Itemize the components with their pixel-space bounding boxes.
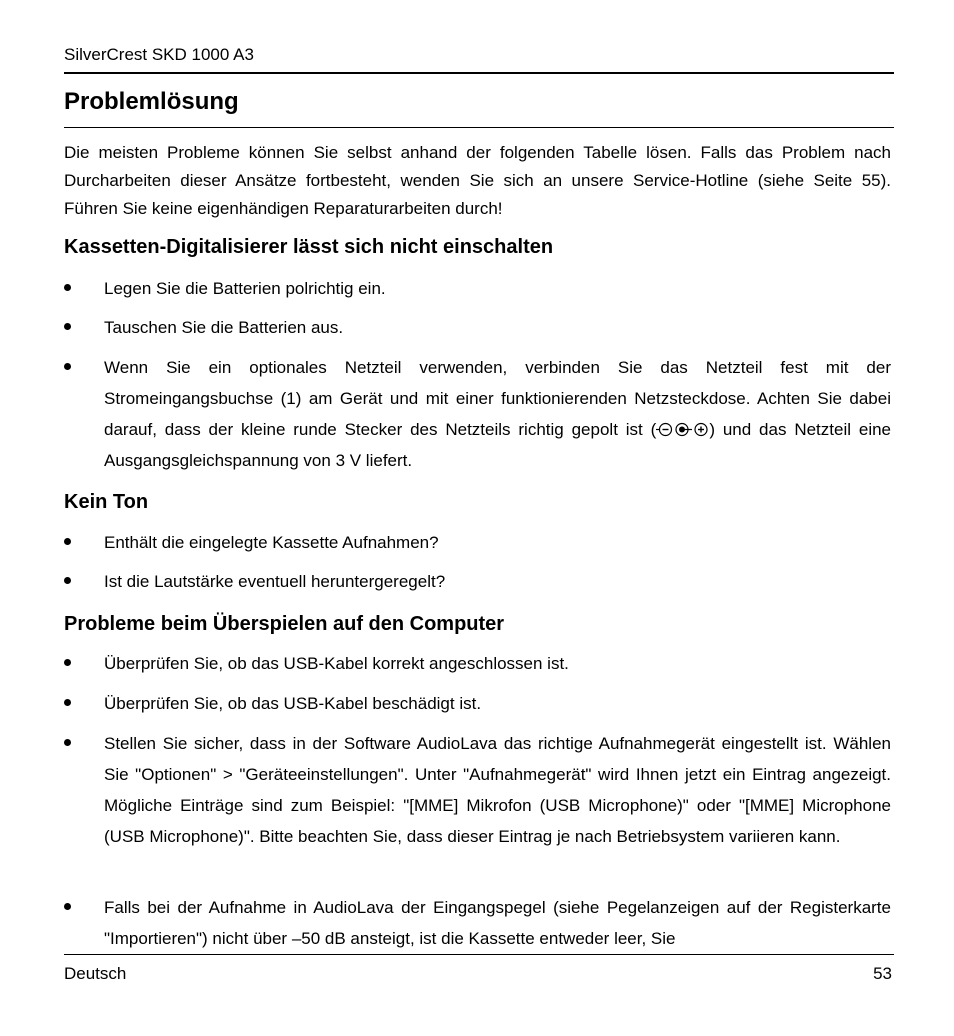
bullet-icon <box>64 903 71 910</box>
list-item-text <box>104 352 891 476</box>
section-heading-power: Kassetten-Digitalisierer lässt sich nicht einschalten <box>64 236 554 258</box>
section-heading-no-sound: Kein Ton <box>64 491 149 513</box>
list-item <box>64 566 891 597</box>
list-item-text: Legen Sie die Batterien polrichtig ein. <box>104 279 386 298</box>
list-item-text-part: ) und das Netzteil eine Ausgangsgleichspannung von 3 V liefert. <box>104 420 892 470</box>
bullet-icon <box>64 577 71 584</box>
list-item-text: Enthält die eingelegte Kassette Aufnahmen? <box>104 533 439 552</box>
list-item-text: Überprüfen Sie, ob das USB-Kabel beschädigt ist. <box>104 694 482 713</box>
list-item-text: Stellen Sie sicher, dass in der Software AudioLava das richtige Aufnahmegerät eingestellt ist. Wählen Sie "Optionen" > "Geräteeinstellungen". Unter "Aufnahmegerät" wird Ihnen jetzt ein Eintrag angezeigt. Mögliche Einträge sind zum Beispiel: "[MME] Mikrofon (USB Microphone)" oder "[MME] Microphone (USB Microphone)". Bitte beachten Sie, dass dieser Eintrag je nach Betriebsystem variieren kann. <box>104 734 891 846</box>
list-item <box>64 527 891 558</box>
polarity-symbol-icon <box>656 422 709 437</box>
list-item <box>64 352 891 476</box>
page-number: 53 <box>873 964 892 983</box>
intro-paragraph: Die meisten Probleme können Sie selbst anhand der folgenden Tabelle lösen. Falls das Problem nach Durcharbeiten dieser Ansätze fortbesteht, wenden Sie sich an unsere Service-Hotline (siehe Seite 55). Führen Sie keine eigenhändigen Reparaturarbeiten durch! <box>64 143 891 218</box>
section-heading-transfer: Probleme beim Überspielen auf den Computer <box>64 613 505 635</box>
bullet-icon <box>64 538 71 545</box>
bullet-icon <box>64 323 71 330</box>
list-item <box>64 312 891 343</box>
list-item <box>64 892 891 954</box>
footer-language: Deutsch <box>64 964 127 983</box>
footer-rule <box>64 954 894 955</box>
title-rule <box>64 127 894 128</box>
list-item-text: Falls bei der Aufnahme in AudioLava der Eingangspegel (siehe Pegelanzeigen auf der Registerkarte "Importieren") nicht über –50 dB ansteigt, ist die Kassette entweder leer, Sie <box>104 898 891 948</box>
list-item <box>64 273 891 304</box>
page-header: SilverCrest SKD 1000 A3 <box>64 45 254 64</box>
bullet-icon <box>64 699 71 706</box>
page-title: Problemlösung <box>64 88 239 115</box>
bullet-icon <box>64 363 71 370</box>
bullet-icon <box>64 739 71 746</box>
list-item-text: Ist die Lautstärke eventuell heruntergeregelt? <box>104 572 446 591</box>
list-item-text: Tauschen Sie die Batterien aus. <box>104 318 344 337</box>
bullet-icon <box>64 284 71 291</box>
list-item <box>64 688 891 719</box>
list-item <box>64 648 891 679</box>
bullet-icon <box>64 659 71 666</box>
list-item-text: Überprüfen Sie, ob das USB-Kabel korrekt angeschlossen ist. <box>104 654 569 673</box>
list-item-text-part: Wenn Sie ein optionales Netzteil verwenden, verbinden Sie das Netzteil fest mit der Stromeingangsbuchse (1) am Gerät und mit einer funktionierenden Netzsteckdose. Achten Sie dabei darauf, dass der kleine runde Stecker des Netzteils richtig gepolt ist ( <box>104 358 891 439</box>
header-rule <box>64 72 894 74</box>
list-item <box>64 728 891 852</box>
